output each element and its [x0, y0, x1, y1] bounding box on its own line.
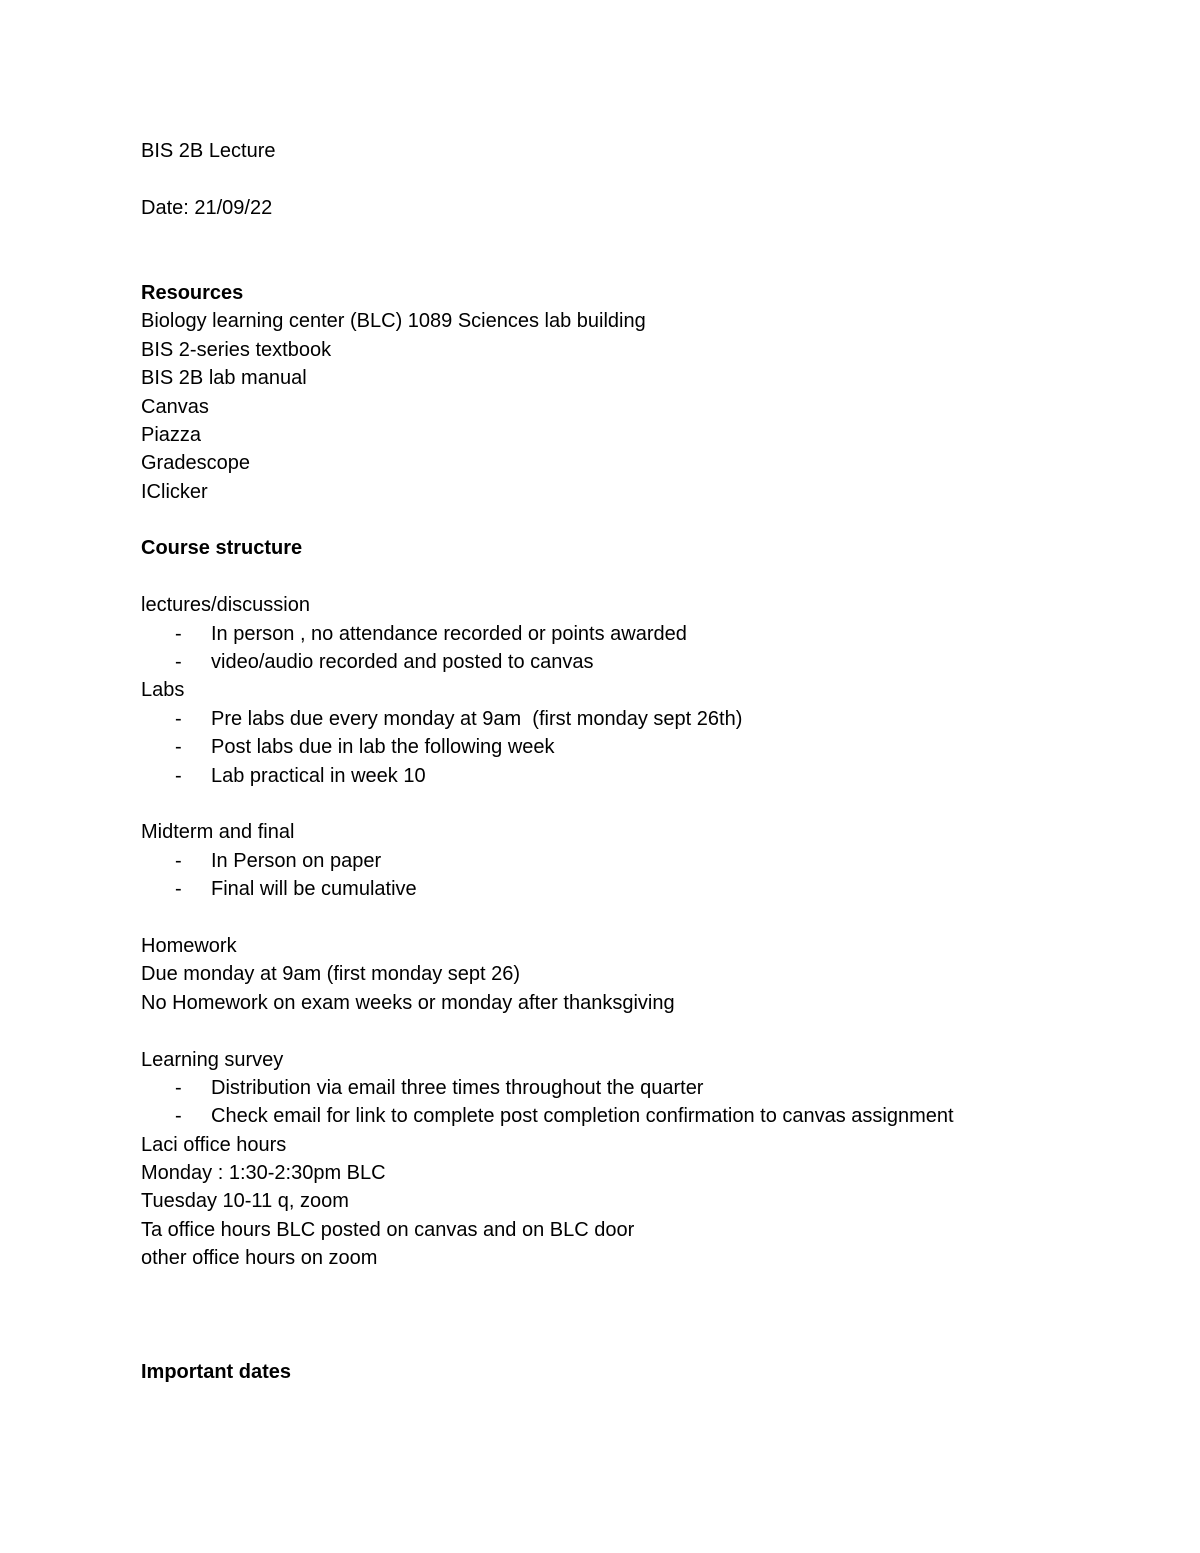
- office-hours-line: Ta office hours BLC posted on canvas and on BLC door: [141, 1218, 635, 1241]
- survey-label: Learning survey: [141, 1048, 284, 1071]
- list-item: [141, 620, 1141, 648]
- document-title: BIS 2B Lecture: [141, 140, 276, 162]
- resource-item: Gradescope: [141, 452, 250, 475]
- list-item-text: Check email for link to complete post completion confirmation to canvas assignment: [211, 1105, 954, 1128]
- document-date: Date: 21/09/22: [141, 196, 273, 219]
- list-item-text: Distribution via email three times throughout the quarter: [211, 1076, 704, 1099]
- list-item: [141, 705, 1141, 733]
- document-page: [141, 137, 1141, 1386]
- homework-label: Homework: [141, 934, 237, 957]
- resource-item: IClicker: [141, 480, 208, 503]
- spacer: [141, 1017, 1141, 1045]
- resource-item: Piazza: [141, 423, 202, 446]
- office-hours-line: Laci office hours: [141, 1133, 287, 1156]
- labs-label: Labs: [141, 679, 185, 702]
- spacer: [141, 563, 1141, 591]
- homework-line: No Homework on exam weeks or monday after thanksgiving: [141, 991, 675, 1014]
- list-item-text: In person , no attendance recorded or points awarded: [211, 622, 687, 645]
- list-item-text: Lab practical in week 10: [211, 764, 426, 787]
- list-item: [141, 733, 1141, 761]
- course-structure-heading: Course structure: [141, 537, 303, 560]
- spacer: [141, 506, 1141, 534]
- spacer: [141, 1273, 1141, 1358]
- office-hours-line: Monday : 1:30-2:30pm BLC: [141, 1162, 386, 1185]
- spacer: [141, 790, 1141, 818]
- dash-bullet: -: [175, 1076, 182, 1099]
- resource-item: Canvas: [141, 395, 209, 418]
- list-item: [141, 1102, 1141, 1130]
- list-item: [141, 1074, 1141, 1102]
- list-item: [141, 648, 1141, 676]
- homework-line: Due monday at 9am (first monday sept 26): [141, 963, 521, 986]
- dash-bullet: -: [175, 878, 182, 901]
- dash-bullet: -: [175, 1105, 182, 1128]
- list-item: [141, 762, 1141, 790]
- spacer: [141, 222, 1141, 279]
- resource-item: Biology learning center (BLC) 1089 Sciences lab building: [141, 310, 646, 333]
- dash-bullet: -: [175, 736, 182, 759]
- lectures-label: lectures/discussion: [141, 594, 310, 617]
- office-hours-line: other office hours on zoom: [141, 1247, 378, 1270]
- important-dates-heading: Important dates: [141, 1360, 292, 1383]
- list-item-text: video/audio recorded and posted to canvas: [211, 651, 594, 674]
- list-item: [141, 875, 1141, 903]
- list-item-text: Final will be cumulative: [211, 878, 417, 901]
- list-item: [141, 847, 1141, 875]
- resources-heading: Resources: [141, 281, 244, 304]
- dash-bullet: -: [175, 849, 182, 872]
- resource-item: BIS 2B lab manual: [141, 367, 307, 390]
- list-item-text: Post labs due in lab the following week: [211, 736, 555, 759]
- resource-item: BIS 2-series textbook: [141, 338, 332, 361]
- spacer: [141, 904, 1141, 932]
- list-item-text: Pre labs due every monday at 9am (first monday sept 26th): [211, 707, 743, 730]
- dash-bullet: -: [175, 764, 182, 787]
- dash-bullet: -: [175, 622, 182, 645]
- dash-bullet: -: [175, 707, 182, 730]
- list-item-text: In Person on paper: [211, 849, 382, 872]
- midterm-label: Midterm and final: [141, 821, 295, 844]
- spacer: [141, 165, 1141, 193]
- office-hours-line: Tuesday 10-11 q, zoom: [141, 1190, 349, 1213]
- dash-bullet: -: [175, 651, 182, 674]
